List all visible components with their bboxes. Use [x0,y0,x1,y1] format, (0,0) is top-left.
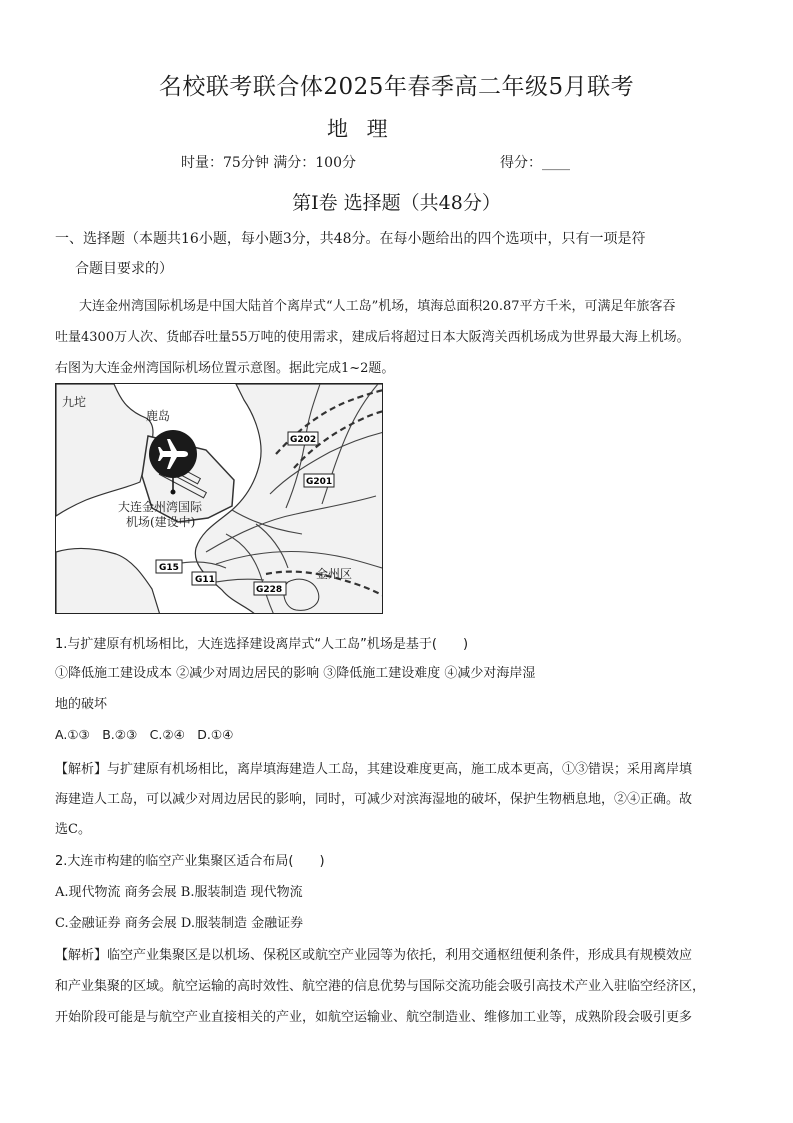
q2-analysis-line-1: 【解析】临空产业集聚区是以机场、保税区或航空产业园等为依托，利用交通枢纽便利条件，形成具有规模效应 [55,948,693,963]
exam-title: 名校联考联合体2025年春季高二年级5月联考 [158,74,635,100]
q1-choices: A.①③ B.②③ C.②④ D.①④ [55,727,234,742]
road-label-g15: G15 [159,563,179,573]
road-label-g11: G11 [195,575,215,585]
instructions-line-1: 一、选择题（本题共16小题，每小题3分，共48分。在每小题给出的四个选项中，只有一项是符 [55,231,646,247]
passage-line-1: 大连金州湾国际机场是中国大陆首个离岸式“人工岛”机场，填海总面积20.87平方千米，可满足年旅客吞 [79,299,676,314]
map-label-jinzhou: 金州区 [316,567,353,581]
section-title: 第Ⅰ卷 选择题（共48分） [292,192,501,214]
q2-analysis-line-2: 和产业集聚的区域。航空运输的高时效性、航空港的信息优势与国际交流功能会吸引高技术产业入驻临空经济区， [55,979,706,994]
score-field: 得分：____ [500,155,570,171]
land-lower-left [56,548,160,614]
time-score-info: 时量：75分钟 满分：100分 [181,155,356,171]
passage-line-3: 右图为大连金州湾国际机场位置示意图。据此完成1~2题。 [55,361,395,376]
map-label-airport-1: 大连金州湾国际 [118,500,203,514]
airport-location-map [55,383,383,614]
subject-title: 地 理 [327,117,394,141]
q1-stem: 1.与扩建原有机场相比，大连选择建设离岸式“人工岛”机场是基于( ) [55,637,469,652]
road-label-g202: G202 [290,435,317,445]
q1-options-line-1: ①降低施工建设成本 ②减少对周边居民的影响 ③降低施工建设难度 ④减少对海岸湿 [55,666,536,681]
q1-analysis-line-1: 【解析】与扩建原有机场相比，离岸填海建造人工岛，其建设难度更高，施工成本更高，①③错误；采用离岸填 [55,762,693,777]
instructions-line-2: 合题目要求的） [75,261,173,277]
q2-choices-ab: A.现代物流 商务会展 B.服装制造 现代物流 [55,885,303,900]
map-label-ludao: 鹿岛 [146,409,171,423]
q1-analysis-line-3: 选C。 [55,822,91,837]
q2-choices-cd: C.金融证券 商务会展 D.服装制造 金融证券 [55,916,304,931]
q1-options-line-2: 地的破坏 [55,697,108,712]
q2-stem: 2.大连市构建的临空产业集聚区适合布局( ) [55,854,325,869]
map-label-airport-2: 机场(建设中) [126,515,196,529]
road-label-g201: G201 [306,477,333,487]
road-label-g228: G228 [256,585,283,595]
q2-analysis-line-3: 开始阶段可能是与航空产业直接相关的产业，如航空运输业、航空制造业、维修加工业等，成熟阶段会吸引更多 [55,1010,693,1025]
map-label-jiutuo: 九坨 [62,395,87,409]
passage-line-2: 吐量4300万人次、货邮吞吐量55万吨的使用需求，建成后将超过日本大阪湾关西机场成为世界最大海上机场。 [55,330,690,345]
q1-analysis-line-2: 海建造人工岛，可以减少对周边居民的影响，同时，可减少对滨海湿地的破坏，保护生物栖息地，②④正确。故 [55,792,693,807]
